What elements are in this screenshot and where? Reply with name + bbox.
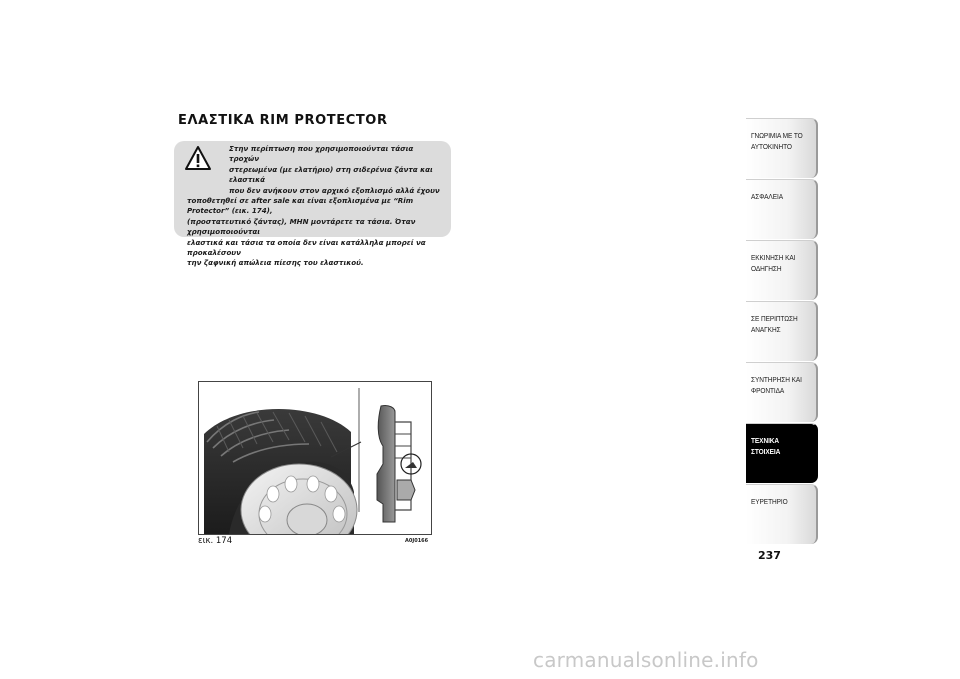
tab-label: ΕΥΡΕΤΗΡΙΟ bbox=[751, 497, 788, 506]
tab-label: ΣΥΝΤΗΡΗΣΗ ΚΑΙ ΦΡΟΝΤΙΔΑ bbox=[751, 375, 802, 395]
figure-code: A0J0166 bbox=[405, 538, 429, 544]
warning-text-lead: Στην περίπτωση που χρησιμοποιούνται τάσια τροχών στερεωμένα (με ελατήριο) στη σιδερένια ζάντα και ελαστικά που δεν ανήκουν στον αρχικό εξοπλισμό αλλά έχουν bbox=[229, 144, 440, 195]
tire-rim-illustration bbox=[199, 382, 431, 534]
tab-emergency[interactable] bbox=[746, 301, 818, 361]
tab-index[interactable] bbox=[746, 484, 818, 544]
section-title: ΕΛΑΣΤΙΚΑ RIM PROTECTOR bbox=[178, 113, 388, 128]
tab-technical-data[interactable] bbox=[746, 423, 818, 483]
chapter-tabs bbox=[746, 118, 818, 545]
watermark: carmanualsonline.info bbox=[533, 648, 759, 672]
tab-label: ΓΝΩΡΙΜΙΑ ΜΕ ΤΟ ΑΥΤΟΚΙΝΗΤΟ bbox=[751, 131, 803, 151]
figure-caption: εικ. 174 bbox=[198, 536, 233, 546]
tab-safety[interactable] bbox=[746, 179, 818, 239]
tab-starting-driving[interactable] bbox=[746, 240, 818, 300]
tab-getting-to-know[interactable] bbox=[746, 118, 818, 178]
tab-label: ΤΕΧΝΙΚΑ ΣΤΟΙΧΕΙΑ bbox=[751, 436, 781, 456]
figure-tire-rim bbox=[198, 381, 432, 535]
warning-box bbox=[174, 141, 451, 268]
warning-text-body: τοποθετηθεί σε after sale και είναι εξοπλισμένα με “Rim Protector” (εικ. 174), (προστατευτικό ζάντας), ΜΗΝ μοντάρετε τα τάσια. Όταν χρησιμοποιούνται ελαστικά και τάσια τα οποία δεν είναι κατάλληλα μπορεί να προκαλέσουν την ζαφνική απώλεια πίεσης του ελαστικού. bbox=[187, 196, 426, 268]
warning-text bbox=[187, 144, 445, 269]
tab-label: ΑΣΦΑΛΕΙΑ bbox=[751, 192, 783, 201]
tab-maintenance[interactable] bbox=[746, 362, 818, 422]
tab-label: ΣΕ ΠΕΡΙΠΤΩΣΗ ΑΝΑΓΚΗΣ bbox=[751, 314, 798, 334]
page-number: 237 bbox=[758, 549, 781, 562]
tab-label: ΕΚΚΙΝΗΣΗ ΚΑΙ ΟΔΗΓΗΣΗ bbox=[751, 253, 796, 273]
